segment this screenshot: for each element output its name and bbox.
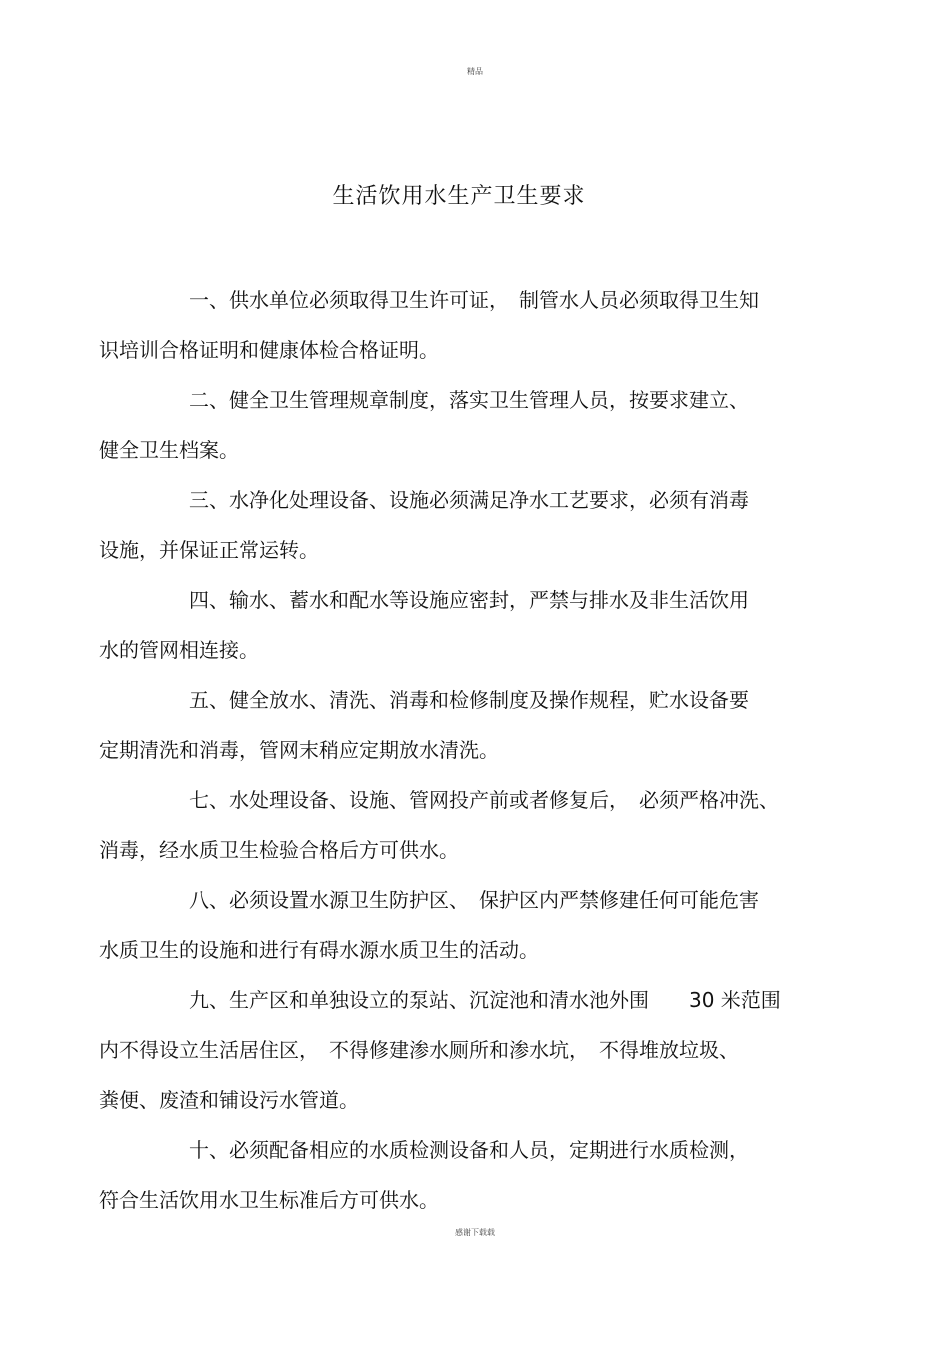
paragraph-line: 一、供水单位必须取得卫生许可证， 制管水人员必须取得卫生知 bbox=[189, 288, 759, 312]
paragraph-line: 八、必须设置水源卫生防护区、 保护区内严禁修建任何可能危害 bbox=[189, 888, 759, 912]
paragraph-10 bbox=[99, 1125, 809, 1225]
paragraph-line: 消毒，经水质卫生检验合格后方可供水。 bbox=[99, 838, 459, 862]
paragraph-line: 健全卫生档案。 bbox=[99, 438, 239, 462]
paragraph-1 bbox=[99, 275, 809, 375]
paragraph-9 bbox=[99, 975, 809, 1125]
paragraph-line: 设施，并保证正常运转。 bbox=[99, 538, 319, 562]
footer-watermark: 感谢下载载 bbox=[455, 1228, 495, 1237]
paragraph-line: 五、健全放水、清洗、消毒和检修制度及操作规程，贮水设备要 bbox=[189, 688, 749, 712]
paragraph-line: 水质卫生的设施和进行有碍水源水质卫生的活动。 bbox=[99, 938, 539, 962]
paragraph-line: 定期清洗和消毒，管网末稍应定期放水清洗。 bbox=[99, 738, 499, 762]
paragraph-line: 七、水处理设备、设施、管网投产前或者修复后， 必须严格冲洗、 bbox=[189, 788, 779, 812]
paragraph-line: 九、生产区和单独设立的泵站、沉淀池和清水池外围 30 米范围 bbox=[189, 988, 781, 1012]
paragraph-line: 符合生活饮用水卫生标准后方可供水。 bbox=[99, 1188, 439, 1212]
paragraph-4 bbox=[99, 575, 809, 675]
paragraph-line: 二、健全卫生管理规章制度，落实卫生管理人员，按要求建立、 bbox=[189, 388, 749, 412]
header-watermark: 精品 bbox=[467, 67, 483, 76]
paragraph-line: 十、必须配备相应的水质检测设备和人员，定期进行水质检测， bbox=[189, 1138, 749, 1162]
document-body bbox=[99, 275, 809, 1225]
paragraph-3 bbox=[99, 475, 809, 575]
paragraph-8 bbox=[99, 875, 809, 975]
paragraph-line: 水的管网相连接。 bbox=[99, 638, 259, 662]
document-title: 生活饮用水生产卫生要求 bbox=[332, 184, 586, 209]
paragraph-2 bbox=[99, 375, 809, 475]
paragraph-7 bbox=[99, 775, 809, 875]
paragraph-5 bbox=[99, 675, 809, 775]
paragraph-line: 内不得设立生活居住区， 不得修建渗水厕所和渗水坑， 不得堆放垃圾、 bbox=[99, 1038, 739, 1062]
paragraph-line: 粪便、废渣和铺设污水管道。 bbox=[99, 1088, 359, 1112]
paragraph-line: 四、输水、蓄水和配水等设施应密封，严禁与排水及非生活饮用 bbox=[189, 588, 749, 612]
paragraph-line: 识培训合格证明和健康体检合格证明。 bbox=[99, 338, 439, 362]
paragraph-line: 三、水净化处理设备、设施必须满足净水工艺要求，必须有消毒 bbox=[189, 488, 749, 512]
